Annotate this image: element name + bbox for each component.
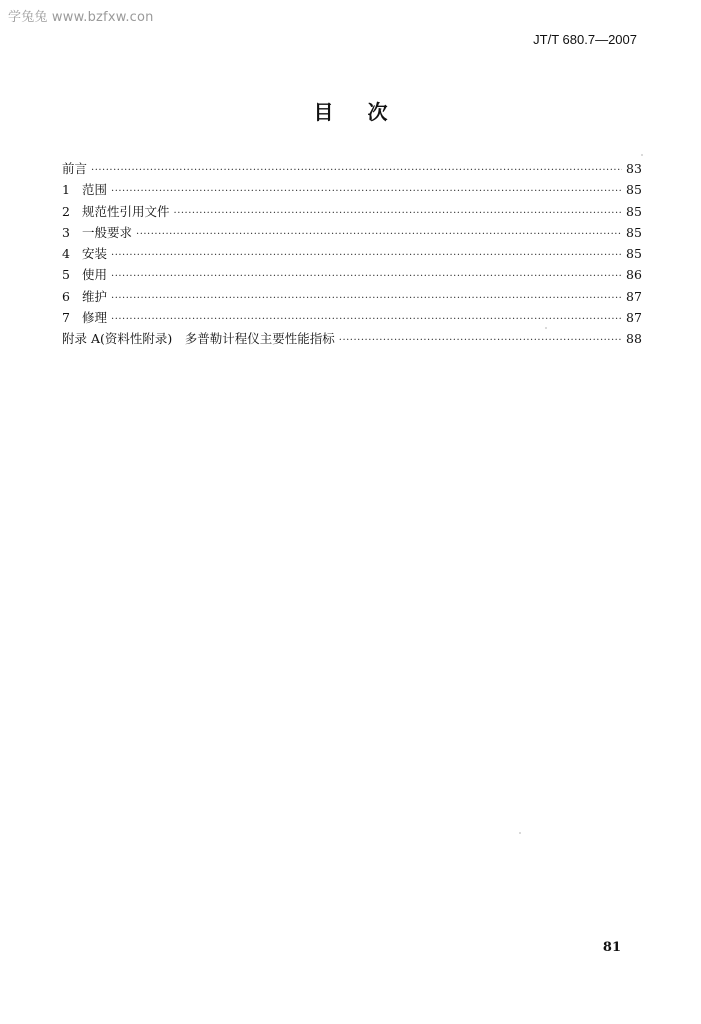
toc-entry-number: 1 xyxy=(62,182,70,198)
scan-speck xyxy=(545,327,547,329)
toc-entry-appendix-a[interactable] xyxy=(62,328,640,349)
toc-entry-number: 4 xyxy=(62,246,70,262)
toc-entry-repair[interactable] xyxy=(62,307,640,328)
scan-speck xyxy=(519,832,521,834)
toc-entry-page: 86 xyxy=(626,267,642,283)
toc-entry-normative-references[interactable] xyxy=(62,201,640,222)
toc-leader-dots xyxy=(91,160,622,181)
toc-entry-page: 87 xyxy=(626,288,642,304)
toc-entry-number: 5 xyxy=(62,267,70,283)
toc-entry-page: 85 xyxy=(626,224,642,240)
watermark-text: 学兔兔 www.bzfxw.con xyxy=(8,10,154,25)
table-of-contents xyxy=(62,158,640,350)
toc-entry-title: 规范性引用文件 xyxy=(82,203,170,219)
toc-leader-dots xyxy=(174,203,622,224)
toc-entry-page: 87 xyxy=(626,310,642,326)
toc-leader-dots xyxy=(111,266,622,287)
toc-entry-title: 维护 xyxy=(82,288,108,304)
toc-entry-page: 83 xyxy=(626,161,642,176)
toc-entry-page: 88 xyxy=(626,331,642,347)
toc-leader-dots xyxy=(111,245,622,266)
toc-entry-use[interactable] xyxy=(62,264,640,285)
toc-entry-page: 85 xyxy=(626,246,642,262)
toc-leader-dots xyxy=(111,288,622,309)
toc-entry-title: 范围 xyxy=(82,182,108,198)
toc-leader-dots xyxy=(339,330,622,351)
toc-leader-dots xyxy=(136,224,622,245)
toc-entry-title: 使用 xyxy=(82,267,108,283)
toc-entry-title: 安装 xyxy=(82,246,108,262)
toc-entry-foreword[interactable] xyxy=(62,158,640,179)
toc-entry-installation[interactable] xyxy=(62,243,640,264)
toc-entry-maintenance[interactable] xyxy=(62,286,640,307)
toc-entry-number: 2 xyxy=(62,203,70,219)
page-title: 目次 xyxy=(313,100,422,124)
toc-entry-title: 前言 xyxy=(62,161,88,176)
toc-entry-title: 一般要求 xyxy=(82,224,133,240)
toc-entry-title: 修理 xyxy=(82,310,108,326)
toc-entry-number: 6 xyxy=(62,288,70,304)
page-number: 81 xyxy=(602,940,621,955)
toc-entry-title: 附录 A(资料性附录) 多普勒计程仪主要性能指标 xyxy=(62,331,335,347)
toc-entry-number: 3 xyxy=(62,224,70,240)
toc-leader-dots xyxy=(111,181,622,202)
document-code: JT/T 680.7—2007 xyxy=(533,32,637,47)
toc-entry-number: 7 xyxy=(62,310,70,326)
toc-entry-page: 85 xyxy=(626,182,642,198)
scan-speck xyxy=(641,154,643,156)
toc-entry-general-requirements[interactable] xyxy=(62,222,640,243)
toc-entry-page: 85 xyxy=(626,203,642,219)
toc-entry-scope[interactable] xyxy=(62,179,640,200)
